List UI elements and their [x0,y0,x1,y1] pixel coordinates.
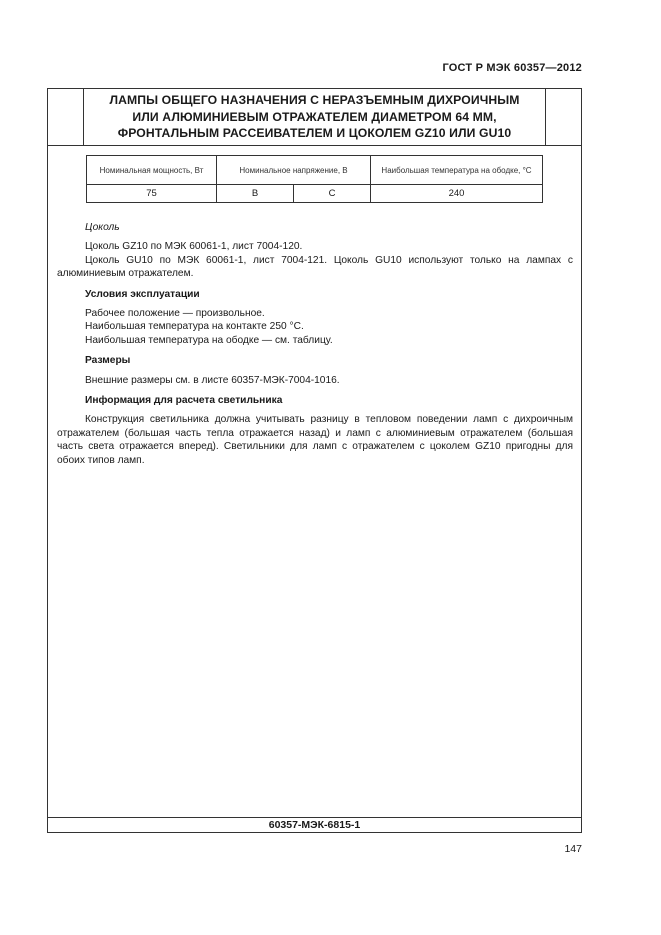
table-header-row [87,156,543,185]
operating-text-2: Наибольшая температура на контакте 250 °С. [85,321,304,333]
title-line-1: ЛАМПЫ ОБЩЕГО НАЗНАЧЕНИЯ С НЕРАЗЪЕМНЫМ ДИХРОИЧНЫМ [109,93,520,107]
base-text-1: Цоколь GZ10 по МЭК 60061-1, лист 7004-120. [85,241,303,253]
sheet-content [57,221,573,467]
base-section-title: Цоколь [85,222,120,233]
dimensions-text: Внешние размеры см. в листе 60357-МЭК-7004-1016. [85,374,340,386]
title-margin-left [48,89,84,145]
sheet-title [84,92,545,142]
header-rim-temperature: Наибольшая температура на ободке, °С [371,156,543,185]
value-voltage-b: В [217,185,294,203]
value-power: 75 [87,185,217,203]
dimensions-section-title: Размеры [85,355,131,367]
value-voltage-c: С [294,185,371,203]
title-line-3: ФРОНТАЛЬНЫМ РАССЕИВАТЕЛЕМ И ЦОКОЛЕМ GZ10 ИЛИ GU10 [117,126,512,140]
luminaire-text: Конструкция светильника должна учитывать разницу в тепловом поведении ламп с дихроичным отражателем (большая часть тепла отражается назад) и ламп с алюминиевым отражателем (большая часть света отражается вперед). Светильники для ламп с отражателем с цоколем GZ10 пригодны для обоих типов ламп. [57,414,573,466]
operating-text-1: Рабочее положение — произвольное. [85,308,265,320]
lamp-parameters-table [86,155,543,203]
title-margin-right [545,89,581,145]
header-voltage: Номинальное напряжение, В [217,156,371,185]
header-power: Номинальная мощность, Вт [87,156,217,185]
page-number: 147 [564,843,582,855]
standard-id: ГОСТ Р МЭК 60357—2012 [442,62,582,74]
footer-row [48,817,581,832]
sheet-id: 60357-МЭК-6815-1 [268,819,361,831]
title-row [48,89,581,146]
luminaire-section-title: Информация для расчета светильника [85,395,283,407]
operating-section-title: Условия эксплуатации [85,288,200,300]
base-text-2: Цоколь GU10 по МЭК 60061-1, лист 7004-121. Цоколь GU10 используют только на лампах с алюминиевым отражателем. [57,254,573,280]
value-rim-temperature: 240 [371,185,543,203]
operating-text-3: Наибольшая температура на ободке — см. таблицу. [85,334,333,346]
table-row [87,185,543,203]
title-line-2: ИЛИ АЛЮМИНИЕВЫМ ОТРАЖАТЕЛЕМ ДИАМЕТРОМ 64 ММ, [132,109,497,124]
